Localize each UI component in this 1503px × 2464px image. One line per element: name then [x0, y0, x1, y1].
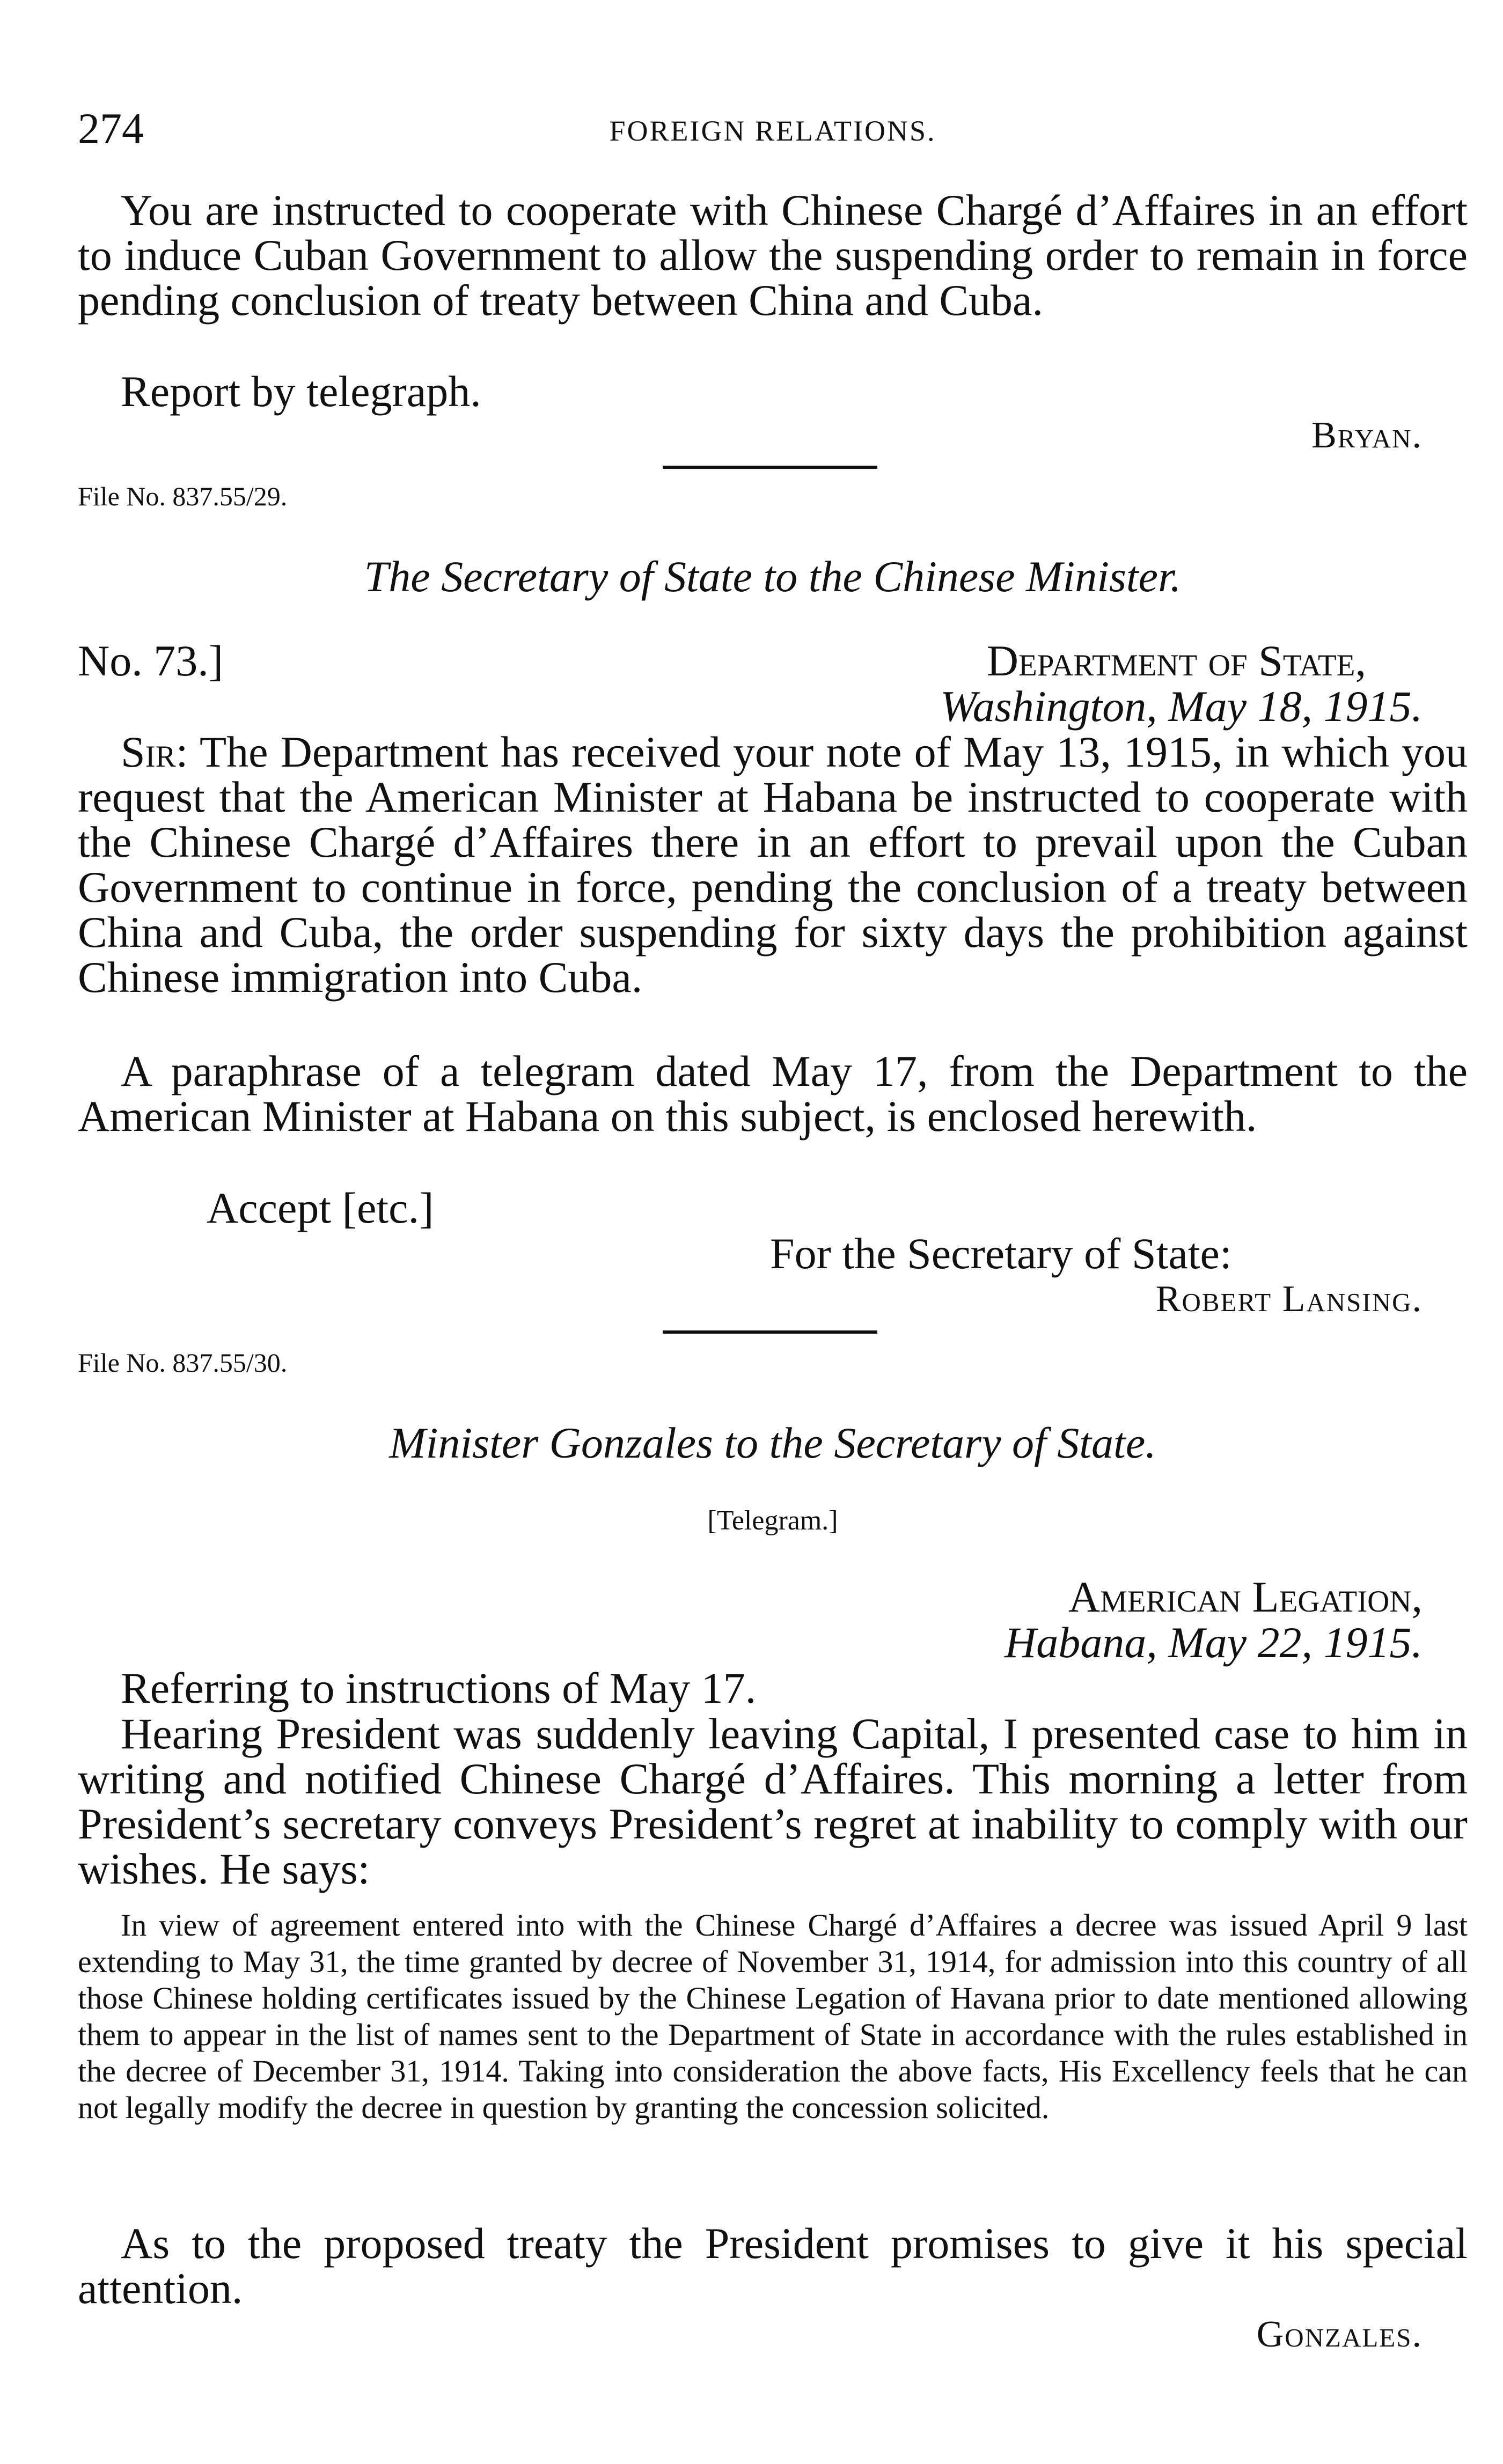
section-divider — [663, 1330, 877, 1334]
file-number: File No. 837.55/29. — [78, 481, 288, 511]
report-line: Report by telegraph. — [121, 367, 481, 416]
running-head: FOREIGN RELATIONS. — [609, 115, 936, 147]
signature-gonzales: Gonzales. — [1256, 2314, 1423, 2355]
file-number: File No. 837.55/30. — [78, 1348, 288, 1378]
for-line: For the Secretary of State: — [770, 1229, 1232, 1278]
place-date: Habana, May 22, 1915. — [1005, 1618, 1423, 1667]
place-date: Washington, May 18, 1915. — [940, 682, 1423, 731]
body-paragraph-1-text: The Department has received your note of May 13, 1915, in which you request that the American Minister at Habana be instructed to cooperate with the Chinese Chargé d’Affaires there in an effort to prevail upon the Cuban Government to continue in force, pending the conclusion of a treaty between China and Cuba, the order suspending for sixty days the prohibition against Chinese immigration into Cuba. — [78, 727, 1468, 1002]
signature-lansing: Robert Lansing. — [1155, 1278, 1423, 1320]
sender-legation: American Legation, — [1068, 1572, 1423, 1621]
body-paragraph-3: As to the proposed treaty the President promises to give it his special attention. — [78, 2219, 1468, 2313]
document-number: No. 73.] — [78, 636, 224, 685]
signature-bryan: Bryan. — [1311, 415, 1423, 456]
telegram-label: [Telegram.] — [707, 1505, 838, 1536]
body-paragraph-1: Referring to instructions of May 17. — [121, 1664, 757, 1712]
letter-title: The Secretary of State to the Chinese Minister. — [364, 552, 1182, 601]
sender-department: Department of State, — [986, 636, 1366, 685]
body-paragraph-1 — [78, 727, 1468, 1002]
page-number: 274 — [78, 104, 144, 153]
body-paragraph-2: Hearing President was suddenly leaving Capital, I presented case to him in writing and notified Chinese Chargé d’Affaires. This morning a letter from President’s secretary conveys President’s regret at inability to comply with our wishes. He says: — [78, 1709, 1468, 1893]
closing: Accept [etc.] — [207, 1183, 434, 1232]
section-divider — [663, 466, 877, 469]
quoted-reply: In view of agreement entered into with the Chinese Chargé d’Affaires a decree was issued April 9 last extending to May 31, the time granted by decree of November 31, 1914, for admission into this country of all those Chinese holding certificates issued by the Chinese Legation of Havana prior to date mentioned allowing them to appear in the list of names sent to the Department of State in accordance with the rules established in the decree of December 31, 1914. Taking into consideration the above facts, His Excellency feels that he can not legally modify the decree in question by granting the concession solicited. — [78, 1908, 1468, 2125]
page-header — [78, 102, 1468, 156]
telegram-title: Minister Gonzales to the Secretary of State. — [389, 1418, 1156, 1467]
instruction-paragraph: You are instructed to cooperate with Chinese Chargé d’Affaires in an effort to induce Cuban Government to allow the suspending order to remain in force pending conclusion of treaty between China and Cuba. — [78, 186, 1468, 325]
salutation: Sir: — [121, 727, 188, 776]
body-paragraph-2: A paraphrase of a telegram dated May 17, from the Department to the American Minister at Habana on this subject, is enclosed herewith. — [78, 1047, 1468, 1141]
